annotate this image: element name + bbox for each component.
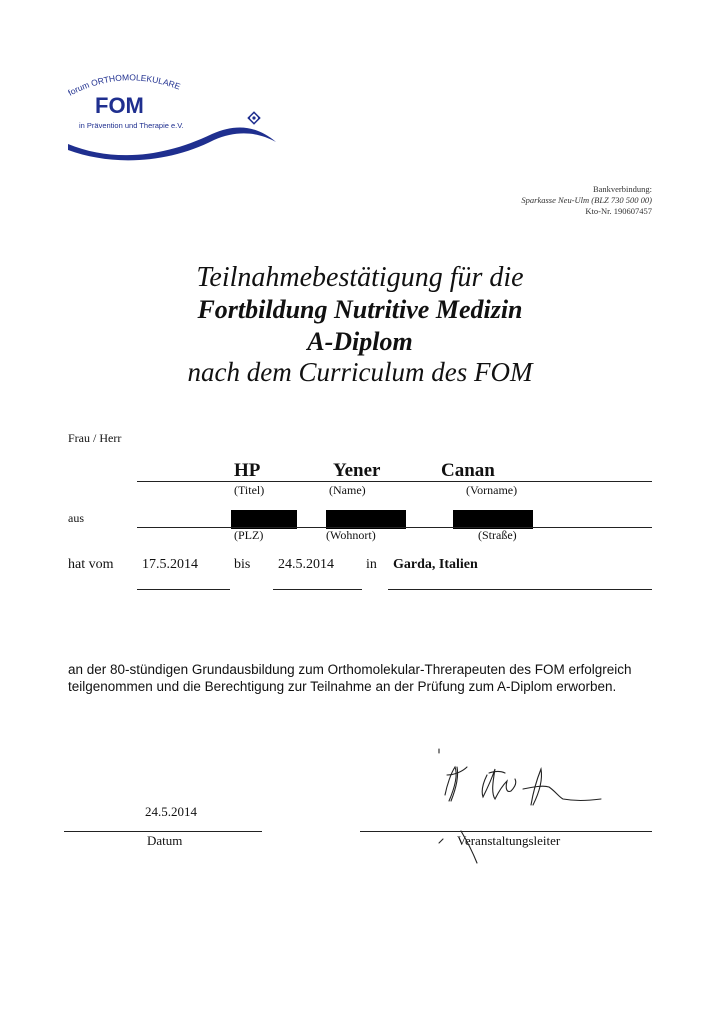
bank-account: Kto-Nr. 190607457	[585, 206, 652, 216]
body-text-line-2: teilgenommen und die Berechtigung zur Teilnahme an der Prüfung zum A-Diplom erworben.	[68, 679, 617, 694]
footer-signer-label: Veranstaltungsleiter	[457, 833, 561, 848]
footer-date-value: 24.5.2014	[145, 804, 197, 819]
handwritten-signature	[425, 745, 625, 865]
logo-subtitle: in Prävention und Therapie e.V.	[79, 121, 184, 130]
address-label: aus	[68, 511, 84, 525]
fom-logo	[62, 66, 282, 166]
title-line-3: A-Diplom	[307, 327, 413, 356]
person-title-value: HP	[234, 460, 261, 481]
dates-location: Garda, Italien	[393, 557, 478, 572]
title-line-1: Teilnahmebestätigung für die	[196, 262, 524, 293]
address-city-label: (Wohnort)	[326, 528, 376, 542]
dates-from-label: hat vom	[68, 557, 114, 572]
dates-in-label: in	[366, 557, 377, 572]
to-underline	[273, 589, 362, 590]
logo-arc-text: forum ORTHOMOLEKULARE	[66, 72, 182, 98]
person-firstname-value: Canan	[441, 460, 495, 481]
person-title-label: (Titel)	[234, 483, 265, 497]
date-underline	[64, 831, 262, 832]
bank-name: Sparkasse Neu-Ulm (BLZ 730 500 00)	[521, 195, 652, 205]
body-text-line-1: an der 80-stündigen Grundausbildung zum Orthomolekular-Threrapeuten des FOM erfolgreich	[68, 662, 632, 677]
footer-date-label: Datum	[147, 833, 183, 848]
logo-emblem-icon	[248, 112, 260, 123]
dates-from-value: 17.5.2014	[142, 557, 198, 572]
bank-label: Bankverbindung:	[592, 184, 652, 194]
bank-info	[521, 184, 652, 217]
logo-abbr: FOM	[95, 93, 144, 118]
dates-to-value: 24.5.2014	[278, 557, 334, 572]
address-underline	[137, 527, 652, 528]
salutation: Frau / Herr	[68, 431, 122, 445]
address-plz-label: (PLZ)	[234, 528, 264, 542]
dates-to-label: bis	[234, 557, 251, 572]
name-underline	[137, 481, 652, 482]
person-name-value: Yener	[333, 460, 381, 481]
person-name-label: (Name)	[329, 483, 366, 497]
person-firstname-label: (Vorname)	[466, 483, 518, 497]
body-text	[68, 661, 632, 695]
fom-logo-graphic	[62, 66, 282, 166]
logo-wave	[68, 127, 276, 160]
address-street-label: (Straße)	[478, 528, 517, 542]
title-line-2: Fortbildung Nutritive Medizin	[197, 295, 523, 324]
title-line-4: nach dem Curriculum des FOM	[187, 357, 533, 387]
location-underline	[388, 589, 652, 590]
from-underline	[137, 589, 230, 590]
